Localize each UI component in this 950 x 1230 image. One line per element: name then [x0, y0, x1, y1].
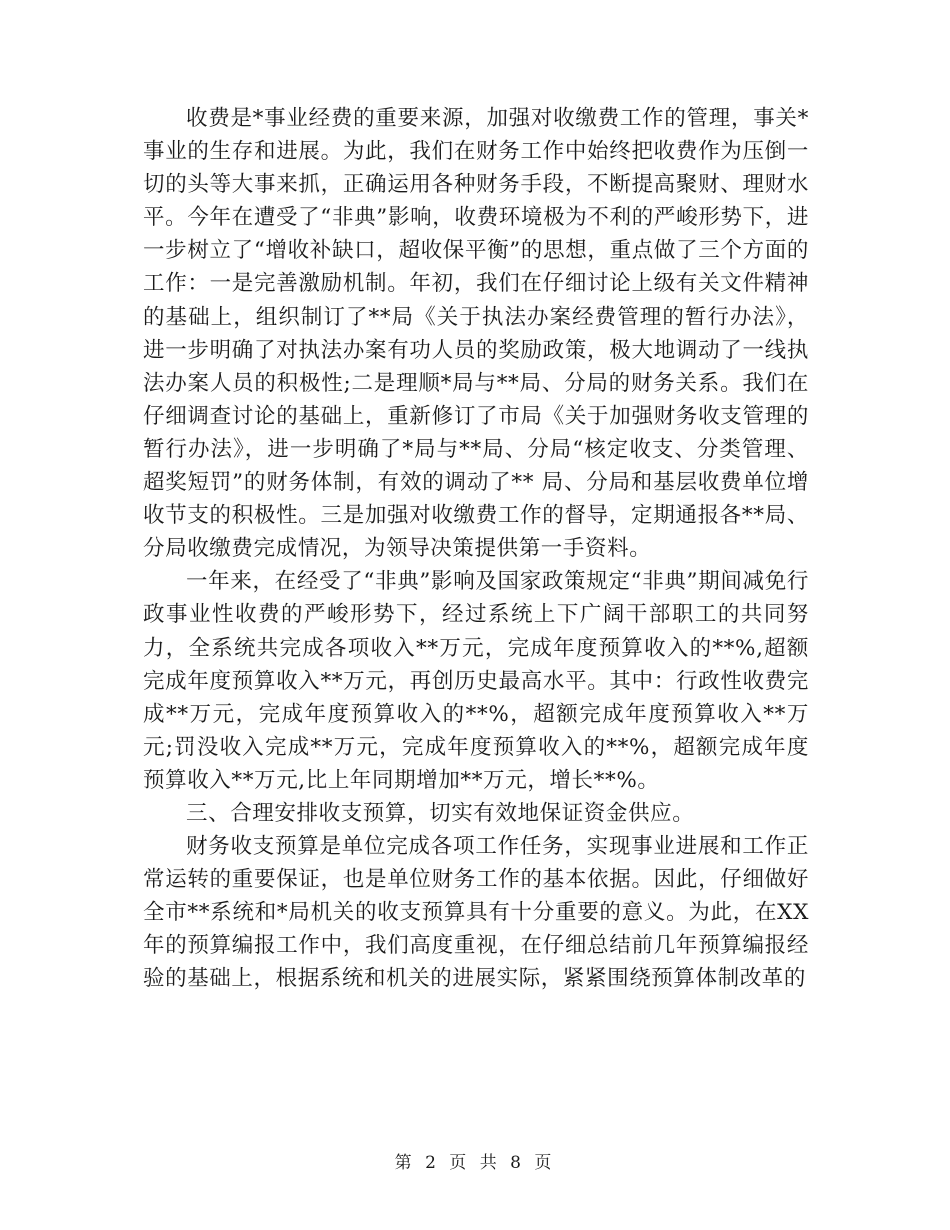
document-body: [143, 102, 809, 996]
paragraph-budget: 财务收支预算是单位完成各项工作任务，实现事业进展和工作正常运转的重要保证，也是单位财务工作的基本依据。因此，仔细做好全市**系统和*局机关的收支预算具有十分重要的意义。为此，在XX年的预算编报工作中，我们高度重视，在仔细总结前几年预算编报经验的基础上，根据系统和机关的进展实际，紧紧围绕预算体制改革的: [143, 834, 809, 992]
paragraph-annual-revenue: 一年来，在经受了“非典”影响及国家政策规定“非典”期间减免行政事业性收费的严峻形势下，经过系统上下广阔干部职工的共同努力，全系统共完成各项收入**万元，完成年度预算收入的**%,超额完成年度预算收入**万元，再创历史最高水平。其中：行政性收费完成**万元，完成年度预算收入的**%，超额完成年度预算收入**万元;罚没收入完成**万元，完成年度预算收入的**%，超额完成年度预算收入**万元,比上年同期增加**万元，增长**%。: [143, 569, 809, 793]
section-heading-budget: 三、合理安排收支预算，切实有效地保证资金供应。: [186, 800, 695, 826]
paragraph-fee-management: 收费是*事业经费的重要来源，加强对收缴费工作的管理，事关*事业的生存和进展。为此，我们在财务工作中始终把收费作为压倒一切的头等大事来抓，正确运用各种财务手段，不断提高聚财、理财水平。今年在遭受了“非典”影响，收费环境极为不利的严峻形势下，进一步树立了“增收补缺口，超收保平衡”的思想，重点做了三个方面的工作：一是完善激励机制。年初，我们在仔细讨论上级有关文件精神的基础上，组织制订了**局《关于执法办案经费管理的暂行办法》，进一步明确了对执法办案有功人员的奖励政策，极大地调动了一线执法办案人员的积极性;二是理顺*局与**局、分局的财务关系。我们在仔细调查讨论的基础上，重新修订了市局《关于加强财务收支管理的暂行办法》，进一步明确了*局与**局、分局“核定收支、分类管理、超奖短罚”的财务体制，有效的调动了** 局、分局和基层收费单位增收节支的积极性。三是加强对收缴费工作的督导，定期通报各**局、分局收缴费完成情况，为领导决策提供第一手资料。: [143, 106, 809, 562]
page-number-footer: 第 2 页 共 8 页: [394, 1153, 556, 1173]
